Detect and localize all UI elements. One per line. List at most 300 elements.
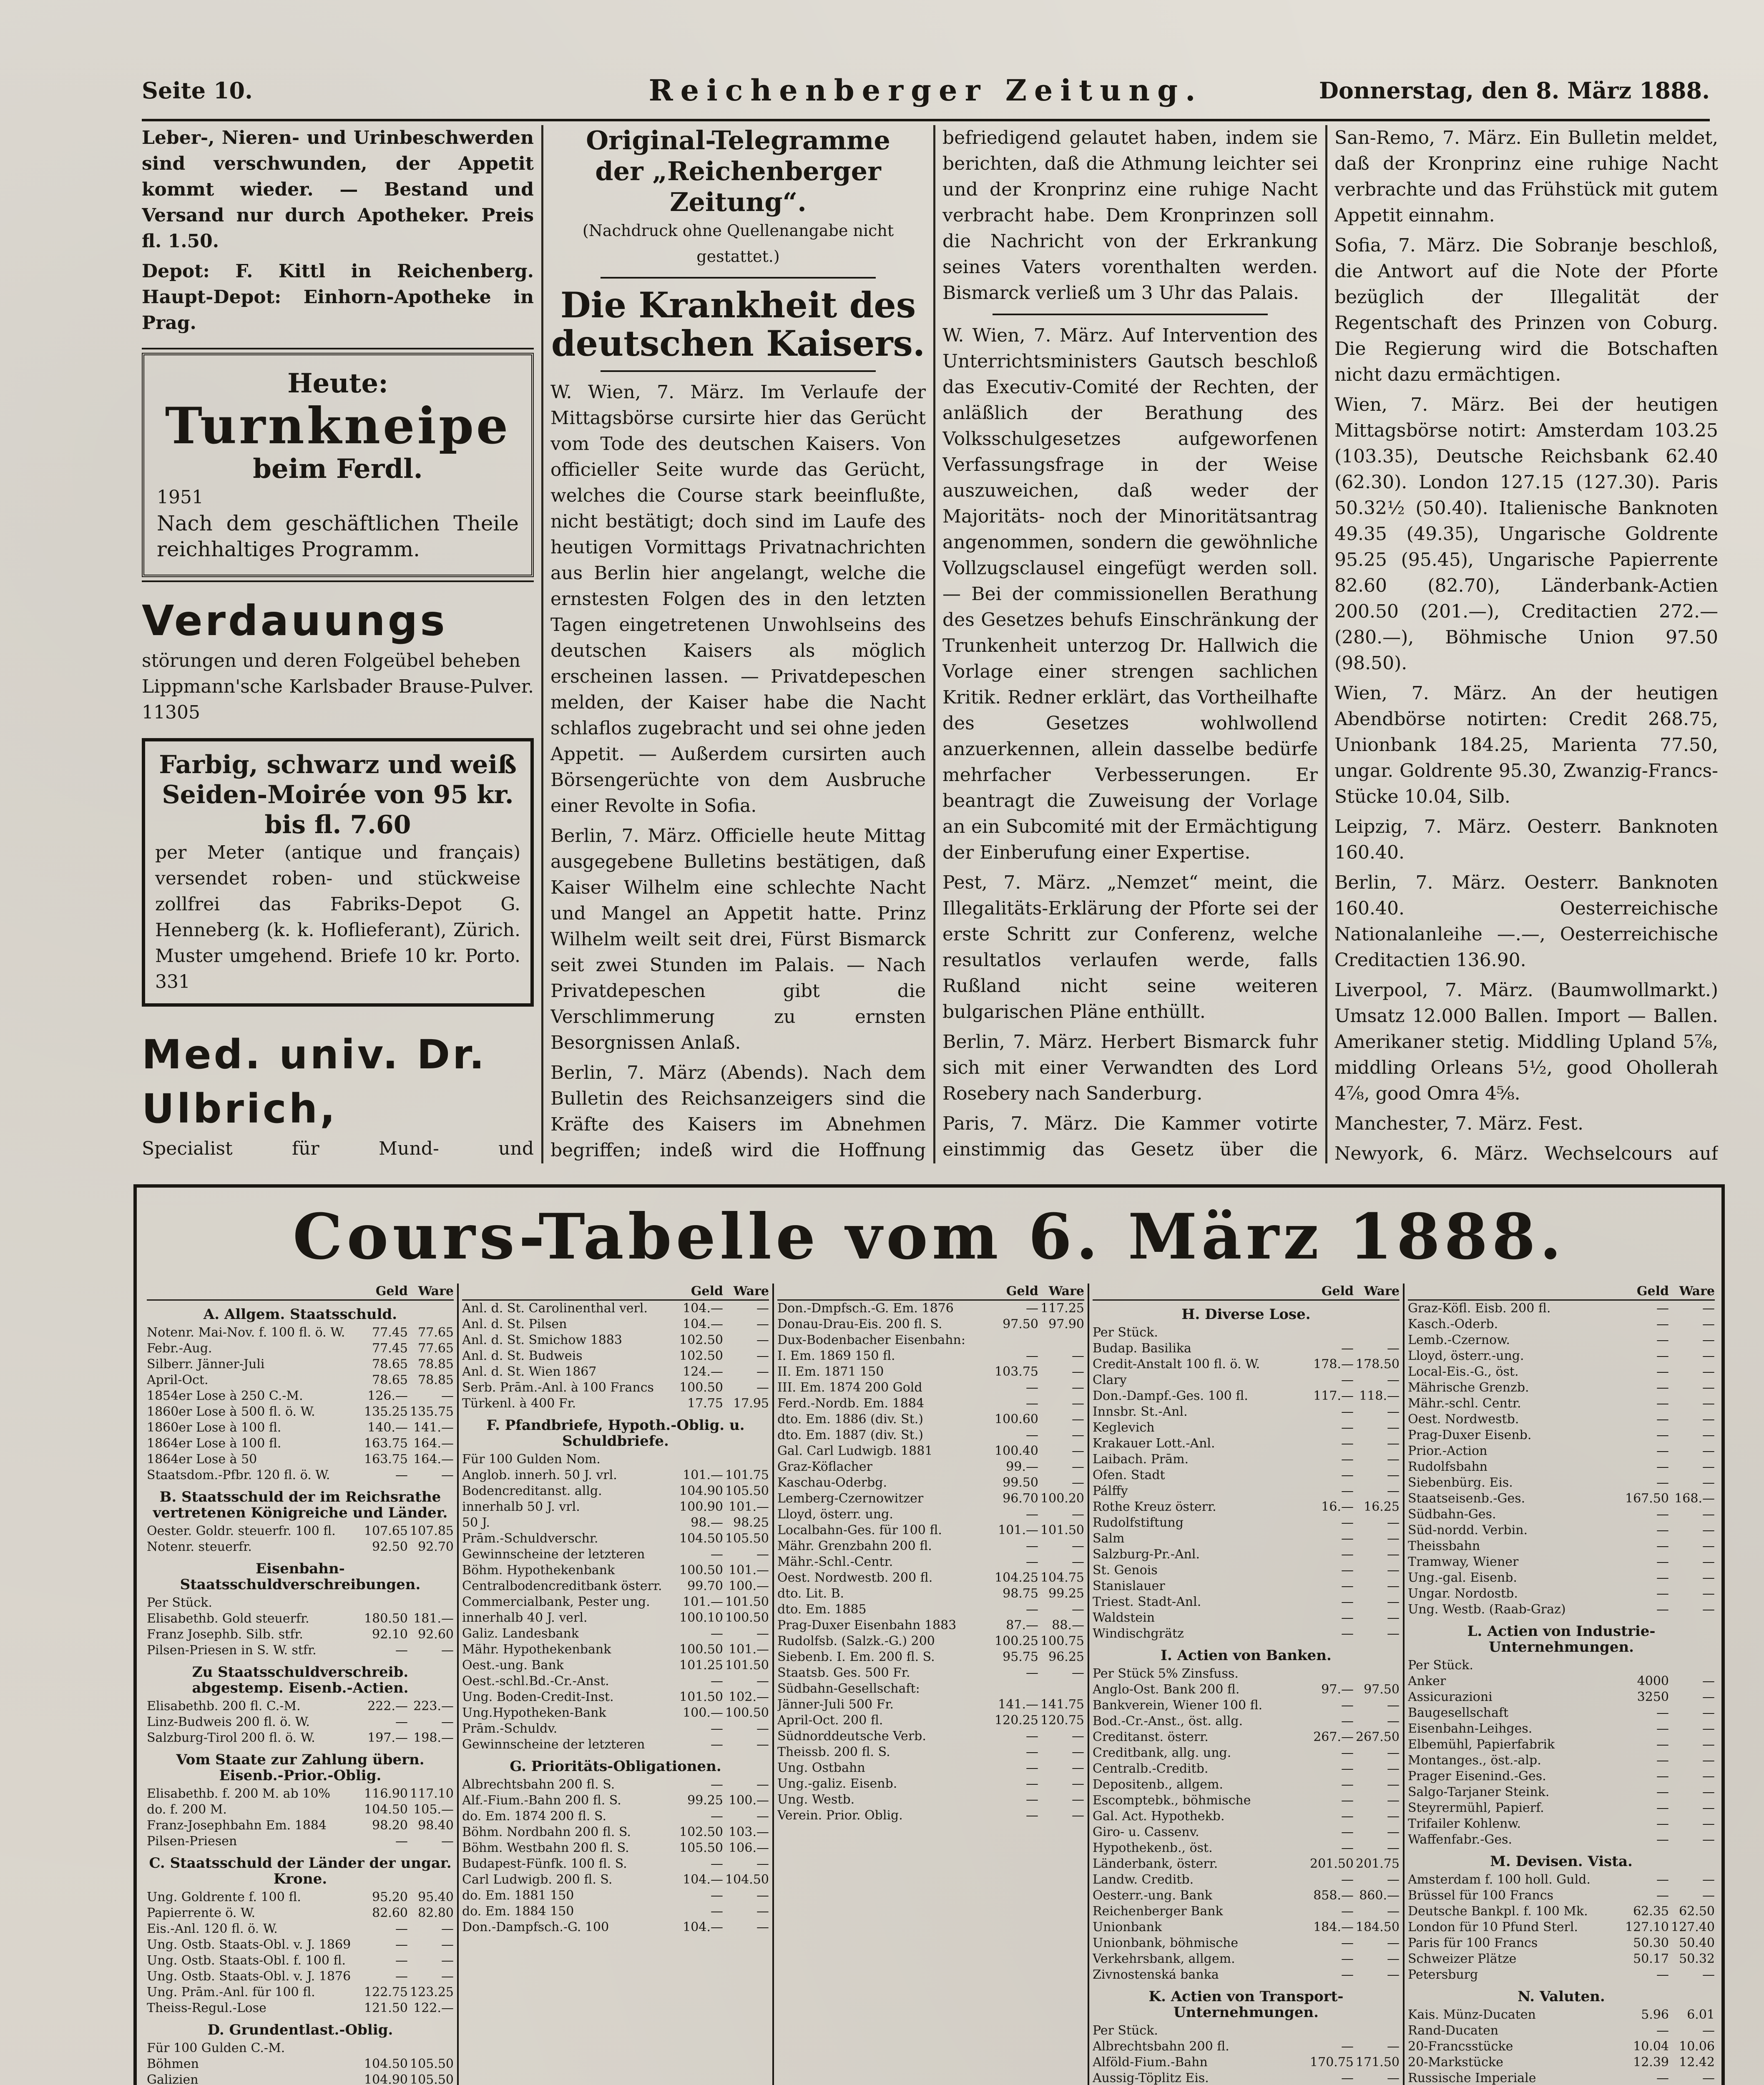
security-name: April-Oct. [147,1373,209,1387]
security-name: Per Stück. [1408,1658,1473,1673]
security-name: Südnorddeutsche Verb. [777,1729,926,1743]
ware-value: — [441,1953,454,1968]
seide-title: Farbig, schwarz und weiß Seiden-Moirée von 95 kr. bis fl. 7.60 [159,750,517,839]
security-name: Depositenb., allgem. [1093,1777,1224,1792]
security-name: Ung. Westb. (Raab-Graz) [1408,1602,1566,1617]
table-section-title: C. Staatsschuld der Länder der ungar. Krone. [149,1855,452,1887]
security-name: Staatsb. Ges. 500 Fr. [777,1665,910,1680]
table-title: Cours-Tabelle vom 6. März 1888. [292,1200,1566,1274]
security-name: Bodencreditanst. allg. [462,1484,602,1498]
gold-value: 104.90 [679,1484,723,1498]
ware-value: — [441,1937,454,1952]
gold-value [677,1452,723,1467]
table-row [1408,1427,1715,1443]
ware-value: 117.10 [410,1786,454,1801]
gold-value: 100.50 [679,1642,723,1657]
security-name: Anl. d. St. Carolinenthal verl. [462,1301,648,1316]
table-row [462,1578,769,1594]
gold-value: 101.50 [679,1690,723,1704]
telegram-paragraph: Berlin, 7. März. Herbert Bismarck fuhr sich mit einer Verwandten des Lord Rosebery nach Sanderburg. [942,1031,1318,1104]
table-row [777,1412,1084,1427]
security-name: Local-Eis.-G., öst. [1408,1364,1519,1379]
table-row [147,2040,454,2056]
security-name: Oesterr.-ung. Bank [1093,1888,1212,1903]
security-name: Ung. Ostb. Staats-Obl. f. 100 fl. [147,1953,346,1968]
ware-header: Ware [1679,1284,1715,1299]
page-header [142,73,1710,121]
security-name: Waldstein [1093,1610,1155,1625]
security-name: Südbahn-Gesellschaft: [777,1681,920,1696]
table-row [1408,1689,1715,1705]
table-column-header [1093,1284,1400,1301]
gold-value: — [1656,1888,1669,1903]
gold-header: Geld [375,1284,408,1299]
security-name: Graz-Köflacher [777,1460,872,1474]
ware-value: — [1072,1602,1084,1617]
gold-value: — [1656,1737,1669,1752]
security-name: Theiss-Regul.-Lose [147,2001,266,2015]
table-row [462,1364,769,1380]
security-name: innerhalb 40 J. verl. [462,1610,588,1625]
gold-value: — [1341,1793,1354,1808]
table-row [1093,1531,1400,1547]
security-name: Ung.-galiz. Eisenb. [777,1776,897,1791]
turn-heute: Heute: [287,368,388,399]
gold-value: — [1341,1626,1354,1641]
market-paragraph: Sofia, 7. März. Die Sobranje beschloß, die Antwort auf die Note der Pforte bezüglich der Illegalität der Regentschaft des Prinzen von Coburg. Die Regierung wird die Botschaften nicht dazu ermächtigen. [1334,235,1718,385]
table-row [777,1507,1084,1522]
table-row [1408,1951,1715,1967]
table-row [1093,1793,1400,1809]
gold-value: 62.35 [1633,1904,1669,1919]
gold-value: 100.10 [679,1610,723,1625]
security-name: Trifailer Kohlenw. [1408,1816,1521,1831]
gold-value: — [395,1937,408,1952]
security-name: Verein. Prior. Oblig. [777,1808,903,1823]
gold-value: — [1341,2039,1354,2054]
table-row [777,1522,1084,1538]
ware-value: — [1072,1808,1084,1823]
table-row [1408,1332,1715,1348]
table-row [462,1689,769,1705]
ware-value: — [1387,1714,1400,1728]
security-name: Ungar. Nordostb. [1408,1586,1518,1601]
table-row [777,1618,1084,1633]
table-row [462,1396,769,1412]
table-row [777,1475,1084,1491]
ware-value: 50.32 [1679,1952,1715,1966]
ware-value: 101.— [729,1500,769,1514]
security-name: innerhalb 50 J. vrl. [462,1500,580,1514]
security-name: Oest.-ung. Bank [462,1658,564,1673]
security-name: Ung. Westb. [777,1792,855,1807]
ware-value [1354,1666,1400,1682]
gold-value: 102.50 [679,1349,723,1363]
telegram-kicker: Original-Telegramme [586,125,890,156]
gold-value: — [1341,1777,1354,1792]
column-rule [541,125,543,1163]
ware-value: — [1072,1475,1084,1490]
table-row [1408,1721,1715,1737]
gold-value: 102.50 [679,1825,723,1839]
table-row [777,1443,1084,1459]
column-telegrams-2 [942,125,1318,1163]
ware-value: 164.— [413,1436,454,1451]
security-name: Hypothekenb., öst. [1093,1841,1213,1855]
ware-value: 101.50 [1040,1523,1084,1537]
security-name: Russische Imperiale [1408,2071,1536,2085]
market-paragraph: Wien, 7. März. Bei der heutigen Mittagsbörse notirt: Amsterdam 103.25 (103.35), Deutsche Reichsbank 62.40 (62.30). London 127.15 (127.30). Paris 50.32½ (50.40). Italienische Banknoten 49.35 (49.35), Ungarische Goldrente 95.25 (95.45), Ungarische Papierrente 82.60 (82.70), Länderbank-Actien 200.50 (201.—), Creditactien 272.— (280.—), Böhmische Union 97.50 (98.50). [1334,394,1718,674]
gold-value: 16.— [1321,1500,1354,1514]
security-name: Ung. Ostb. Staats-Obl. v. J. 1869 [147,1937,351,1952]
ware-value: 860.— [1359,1888,1400,1903]
newspaper-title: Reichenberger Zeitung. [648,73,1203,108]
gold-value: — [1341,1936,1354,1950]
security-name: Laibach. Prām. [1093,1452,1189,1467]
security-name: Anker [1408,1674,1446,1688]
security-name: Keglevich [1093,1420,1155,1435]
ware-value: 104.50 [725,1872,769,1887]
security-name: Bankverein, Wiener 100 fl. [1093,1698,1263,1713]
security-name: Tramway, Wiener [1408,1555,1519,1569]
gold-value: — [711,1777,723,1792]
ware-value: — [756,1349,769,1363]
gold-value: 201.50 [1310,1856,1354,1871]
security-name: Ung. Ostbahn [777,1761,865,1775]
ware-value: — [1702,2071,1715,2085]
ware-value: — [1072,1364,1084,1379]
table-row [1093,1562,1400,1578]
security-name: Südbahn-Ges. [1408,1507,1496,1522]
table-row [1408,1459,1715,1475]
table-column-rule [1403,1284,1405,2085]
security-name: Notenr. steuerfr. [147,1540,252,1554]
turn-num: 1951 [157,487,204,508]
table-row [777,1396,1084,1412]
ware-value: — [1387,1936,1400,1950]
gold-value: — [1341,1404,1354,1419]
ware-value: — [1387,1595,1400,1609]
security-name: Centralb.-Creditb. [1093,1761,1209,1776]
ware-value: — [756,1737,769,1752]
ware-value: 127.40 [1671,1920,1715,1934]
header-spacer [462,1284,677,1299]
table-row [462,1316,769,1332]
security-name: Anl. d. St. Smichow 1883 [462,1333,622,1347]
ware-value: 98.25 [733,1515,769,1530]
gold-value: — [1026,1745,1038,1759]
table-row [147,1325,454,1341]
security-name: Böhm. Hypothekenbank [462,1563,615,1578]
gold-value: — [1341,1547,1354,1562]
table-row [1408,1538,1715,1554]
gold-value: 78.65 [372,1357,408,1372]
ware-value: — [1702,1412,1715,1427]
table-row [462,1483,769,1499]
ware-value: 135.75 [410,1404,454,1419]
security-name: Albrechtsbahn 200 fl. [1093,2039,1229,2054]
market-paragraph: Newyork, 6. März. Wechselcours auf [1334,1143,1718,1163]
security-name: Alföld-Fium.-Bahn [1093,2055,1208,2070]
table-row [777,1744,1084,1760]
security-name: Prag-Duxer Eisenb. [1408,1428,1532,1442]
table-row [1408,2007,1715,2023]
gold-value: 103.75 [995,1364,1038,1379]
gold-value: 95.75 [1003,1650,1038,1664]
security-name: II. Em. 1871 150 [777,1364,884,1379]
table-row [1093,1856,1400,1872]
security-name: Eis.-Anl. 120 fl. ö. W. [147,1922,278,1936]
ware-value: — [1387,1761,1400,1776]
gold-value: 96.70 [1003,1491,1038,1506]
table-section-title: Vom Staate zur Zahlung übern. Eisenb.-Prior.-Oblig. [176,1751,425,1784]
ware-value: — [1702,1785,1715,1799]
table-row [462,1348,769,1364]
security-name: 1854er Lose à 250 C.-M. [147,1389,303,1403]
table-row [777,1348,1084,1364]
table-row [777,1301,1084,1316]
table-row [1093,1713,1400,1729]
table-row [777,1316,1084,1332]
gold-value: 95.20 [372,1890,408,1904]
gold-value: — [1656,1721,1669,1736]
table-row [777,1728,1084,1744]
security-name: Prag-Duxer Eisenbahn 1883 [777,1618,957,1633]
ware-value: 77.65 [418,1341,454,1356]
table-row [147,2056,454,2072]
table-row [777,1776,1084,1792]
table-row [1408,1554,1715,1570]
security-name: Serb. Prām.-Anl. à 100 Francs [462,1380,654,1395]
ware-value: — [1702,1523,1715,1537]
ware-value: 181.— [413,1611,454,1626]
table-row [462,1642,769,1658]
gold-value: — [1656,1349,1669,1363]
security-name: Mähr.-schl. Centr. [1408,1396,1521,1411]
ware-value: — [756,1364,769,1379]
table-row [147,1357,454,1372]
table-row [147,1372,454,1388]
gold-value: 77.45 [372,1325,408,1340]
security-name: Zivnostenská banka [1093,1967,1219,1982]
gold-value: — [1341,1714,1354,1728]
gold-value: 104.90 [364,2072,408,2085]
security-name: Elisabethb. Gold steuerfr. [147,1611,309,1626]
table-row [1093,1729,1400,1745]
security-name: Franz Josephb. Silb. stfr. [147,1627,303,1642]
gold-value: 97.— [1321,1682,1354,1697]
table-row [1093,1452,1400,1467]
security-name: Rothe Kreuz österr. [1093,1500,1216,1514]
table-row [462,1499,769,1515]
ware-value: — [441,1468,454,1482]
table-row [1093,1666,1400,1682]
security-name: 20-Francsstücke [1408,2039,1513,2054]
ware-value: 101.— [729,1563,769,1578]
table-row [147,1627,454,1643]
ware-value: — [1387,1436,1400,1451]
gold-value: — [1026,1396,1038,1411]
security-name: III. Em. 1874 200 Gold [777,1380,922,1395]
security-name: Localbahn-Ges. für 100 fl. [777,1523,942,1537]
ware-value: — [1387,1468,1400,1482]
table-column-header [147,1284,454,1301]
security-name: 1864er Lose à 100 fl. [147,1436,281,1451]
security-name: Per Stück. [1093,1325,1158,1340]
gold-value: 100.50 [679,1380,723,1395]
security-name: Staatsdom.-Pfbr. 120 fl. ö. W. [147,1468,330,1482]
gold-value: 17.75 [687,1396,723,1411]
security-name: Salgo-Tarjaner Steink. [1408,1785,1550,1799]
security-name: Eisenbahn-Leihges. [1408,1721,1533,1736]
security-name: Budap. Basilika [1093,1341,1191,1356]
ware-value: 105.— [413,1802,454,1817]
gold-value: — [1656,2023,1669,2038]
table-row [147,1714,454,1730]
ware-value: 122.— [413,2001,454,2015]
gold-value: 101.25 [679,1658,723,1673]
table-section-title: I. Actien von Banken. [1161,1647,1332,1664]
ware-value: — [1072,1729,1084,1743]
security-name: Papierrente ö. W. [147,1906,256,1920]
gold-value: — [1656,1475,1669,1490]
ware-value: 95.40 [418,1890,454,1904]
gold-value: — [1341,1373,1354,1387]
security-name: Verkehrsbank, allgem. [1093,1952,1235,1966]
ware-value: — [1702,1721,1715,1736]
gold-value: — [1341,1515,1354,1530]
table-row [1408,1832,1715,1848]
gold-value: — [1656,1396,1669,1411]
ware-value: — [1702,1967,1715,1982]
ware-value: 117.25 [1040,1301,1084,1316]
security-name: Salzburg-Pr.-Anl. [1093,1547,1200,1562]
gold-value: 135.25 [364,1404,408,1419]
ware-value: — [1387,1952,1400,1966]
gold-value: 100.60 [995,1412,1038,1427]
gold-value: 104.25 [995,1570,1038,1585]
ware-value: 184.50 [1356,1920,1400,1934]
gold-value [362,2040,408,2056]
gold-value: — [1341,1436,1354,1451]
gold-value: — [1656,1333,1669,1347]
market-paragraph: Manchester, 7. März. Fest. [1334,1113,1583,1134]
table-row [1093,1824,1400,1840]
security-name: Anl. d. St. Pilsen [462,1317,567,1331]
security-name: Carl Ludwigb. 200 fl. S. [462,1872,613,1887]
gold-value: 98.20 [372,1818,408,1833]
security-name: Febr.-Aug. [147,1341,212,1356]
ware-value: — [1072,1412,1084,1427]
gold-value: — [1656,1832,1669,1847]
security-name: Budapest-Fünfk. 100 fl. S. [462,1856,627,1871]
ware-value [408,2040,454,2056]
table-row [1408,1816,1715,1832]
ware-value [723,1452,769,1467]
turnkneipe-ad [142,353,534,577]
gold-value: — [1656,1967,1669,1982]
table-row [462,1301,769,1316]
ware-value: 99.25 [1048,1586,1084,1601]
ware-value: — [1702,1801,1715,1815]
gold-value: — [1341,1420,1354,1435]
ware-value: 102.— [729,1690,769,1704]
table-row [147,1834,454,1849]
security-name: Silberr. Jänner-Juli [147,1357,265,1372]
ware-value: — [1702,1674,1715,1688]
gold-value: — [1341,1761,1354,1776]
ware-value: — [1702,1753,1715,1768]
ware-value: — [441,1389,454,1403]
ware-value: — [1387,1341,1400,1356]
table-row [1093,1626,1400,1642]
ware-value: — [1387,1746,1400,1760]
gold-value [1308,2023,1354,2039]
ware-value: — [1702,1317,1715,1331]
table-column-rule [457,1284,459,2085]
gold-value: 101.— [998,1523,1038,1537]
ware-value: 105.50 [725,1531,769,1546]
telegram-paragraph: W. Wien, 7. März. Im Verlaufe der Mittagsbörse cursirte hier das Gerücht vom Tode des deutschen Kaisers. Von officieller Seite wurde das Gerücht, welches die Course stark beeinflußte, nicht bestätigt; doch sind im Laufe des heutigen Vormittags Privatnachrichten aus Berlin hier angelangt, welche die ernstesten Folgen des in den letzten Tagen eingetretenen Unwohlseins des deutschen Kaisers als möglich erscheinen lassen. — Privatdepeschen melden, der Kaiser habe die Nacht schlaflos zugebracht und sei ohne jeden Appetit. — Außerdem cursirten auch Börsengerüchte von dem Ausbruche einer Revolte in Sofia. [550,382,926,816]
table-row [1408,1348,1715,1364]
ware-value: — [1702,1737,1715,1752]
gold-value: 4000 [1637,1674,1669,1688]
security-name: Alf.-Fium.-Bahn 200 fl. S. [462,1793,621,1808]
ware-value: — [1072,1507,1084,1522]
ware-value: — [1387,1626,1400,1641]
gold-value: — [1656,1816,1669,1831]
ware-value: 123.25 [410,1985,454,2000]
table-row [1408,2039,1715,2055]
table-column [462,1284,769,2085]
ware-value: 141.75 [1040,1697,1084,1712]
security-name: Gewinnscheine der letzteren [462,1547,645,1562]
gold-header: Geld [691,1284,723,1299]
ware-value: — [1387,1809,1400,1824]
verd-title: Verdauungs [142,596,447,645]
security-name: Mähr. Hypothekenbank [462,1642,611,1657]
gold-value: 97.50 [1003,1317,1038,1331]
telegram-paragraph: Pest, 7. März. „Nemzet“ meint, die Illegalitäts-Erklärung der Pforte sei der erste Schritt zur Conferenz, welche resultatlos verlaufen werde, falls Rußland nicht seine weiteren bulgarischen Pläne enthüllt. [942,872,1318,1022]
ware-value: 92.60 [418,1627,454,1642]
gold-value: 127.10 [1625,1920,1669,1934]
column-rule [1325,125,1327,1163]
table-section-title: A. Allgem. Staatsschuld. [203,1306,397,1323]
ware-value: — [1702,1888,1715,1903]
gold-value: — [1026,1507,1038,1522]
ware-value: 105.50 [410,2057,454,2071]
table-row [1093,1698,1400,1713]
gold-value: — [1656,1412,1669,1427]
ware-value: — [1702,1349,1715,1363]
ware-value: — [1702,1380,1715,1395]
ware-value: — [1387,1515,1400,1530]
gold-value: — [711,1626,723,1641]
ware-value: — [1072,1761,1084,1775]
security-name: Albrechtsbahn 200 fl. S. [462,1777,615,1792]
table-row [147,1643,454,1658]
table-row [147,1698,454,1714]
table-row [777,1586,1084,1602]
table-row [462,1919,769,1935]
security-name: Türkenl. à 400 Fr. [462,1396,576,1411]
gold-value: — [1656,1364,1669,1379]
ware-value: — [1387,1841,1400,1855]
security-name: Oester. Goldr. steuerfr. 100 fl. [147,1524,336,1538]
table-section-title: B. Staatsschuld der im Reichsrathe vertretenen Königreiche und Länder. [153,1489,448,1521]
gold-value: 92.10 [372,1627,408,1642]
security-name: Innsbr. St.-Anl. [1093,1404,1188,1419]
